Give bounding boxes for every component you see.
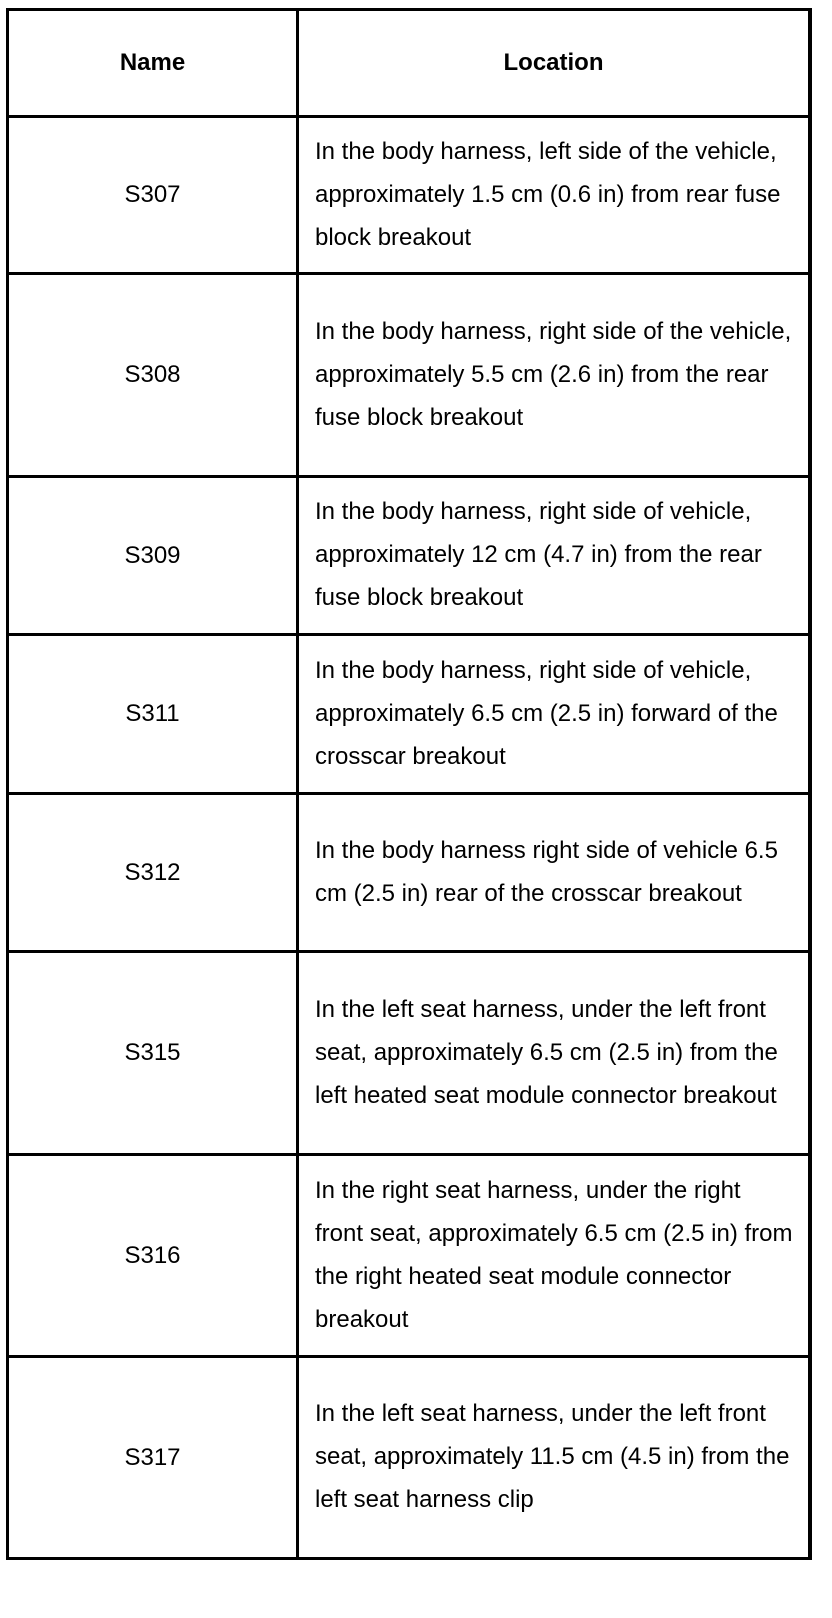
row-location-cell: In the body harness, right side of the vehicle, approximately 5.5 cm (2.6 in) from the rear fuse block breakout <box>298 274 811 477</box>
table-row <box>8 1155 811 1357</box>
row-name-cell: S311 <box>8 635 298 794</box>
table-row <box>8 1357 811 1559</box>
row-location-cell: In the body harness right side of vehicle 6.5 cm (2.5 in) rear of the crosscar breakout <box>298 794 811 952</box>
header-location: Location <box>298 10 811 117</box>
table-row <box>8 794 811 952</box>
table-row <box>8 952 811 1155</box>
row-name-cell: S307 <box>8 117 298 274</box>
row-location-cell: In the left seat harness, under the left front seat, approximately 11.5 cm (4.5 in) from the left seat harness clip <box>298 1357 811 1559</box>
row-location-cell: In the body harness, right side of vehicle, approximately 6.5 cm (2.5 in) forward of the crosscar breakout <box>298 635 811 794</box>
table-row <box>8 117 811 274</box>
row-name-cell: S316 <box>8 1155 298 1357</box>
table-row <box>8 274 811 477</box>
row-location-cell: In the body harness, left side of the vehicle, approximately 1.5 cm (0.6 in) from rear fuse block breakout <box>298 117 811 274</box>
splice-location-table <box>6 8 812 1560</box>
row-name-cell: S308 <box>8 274 298 477</box>
row-location-cell: In the left seat harness, under the left front seat, approximately 6.5 cm (2.5 in) from the left heated seat module connector breakout <box>298 952 811 1155</box>
header-name: Name <box>8 10 298 117</box>
row-location-cell: In the right seat harness, under the right front seat, approximately 6.5 cm (2.5 in) from the right heated seat module connector breakout <box>298 1155 811 1357</box>
row-name-cell: S315 <box>8 952 298 1155</box>
table-header-row <box>8 10 811 117</box>
row-location-cell: In the body harness, right side of vehicle, approximately 12 cm (4.7 in) from the rear fuse block breakout <box>298 477 811 635</box>
table-row <box>8 477 811 635</box>
table-row <box>8 635 811 794</box>
row-name-cell: S317 <box>8 1357 298 1559</box>
row-name-cell: S312 <box>8 794 298 952</box>
row-name-cell: S309 <box>8 477 298 635</box>
